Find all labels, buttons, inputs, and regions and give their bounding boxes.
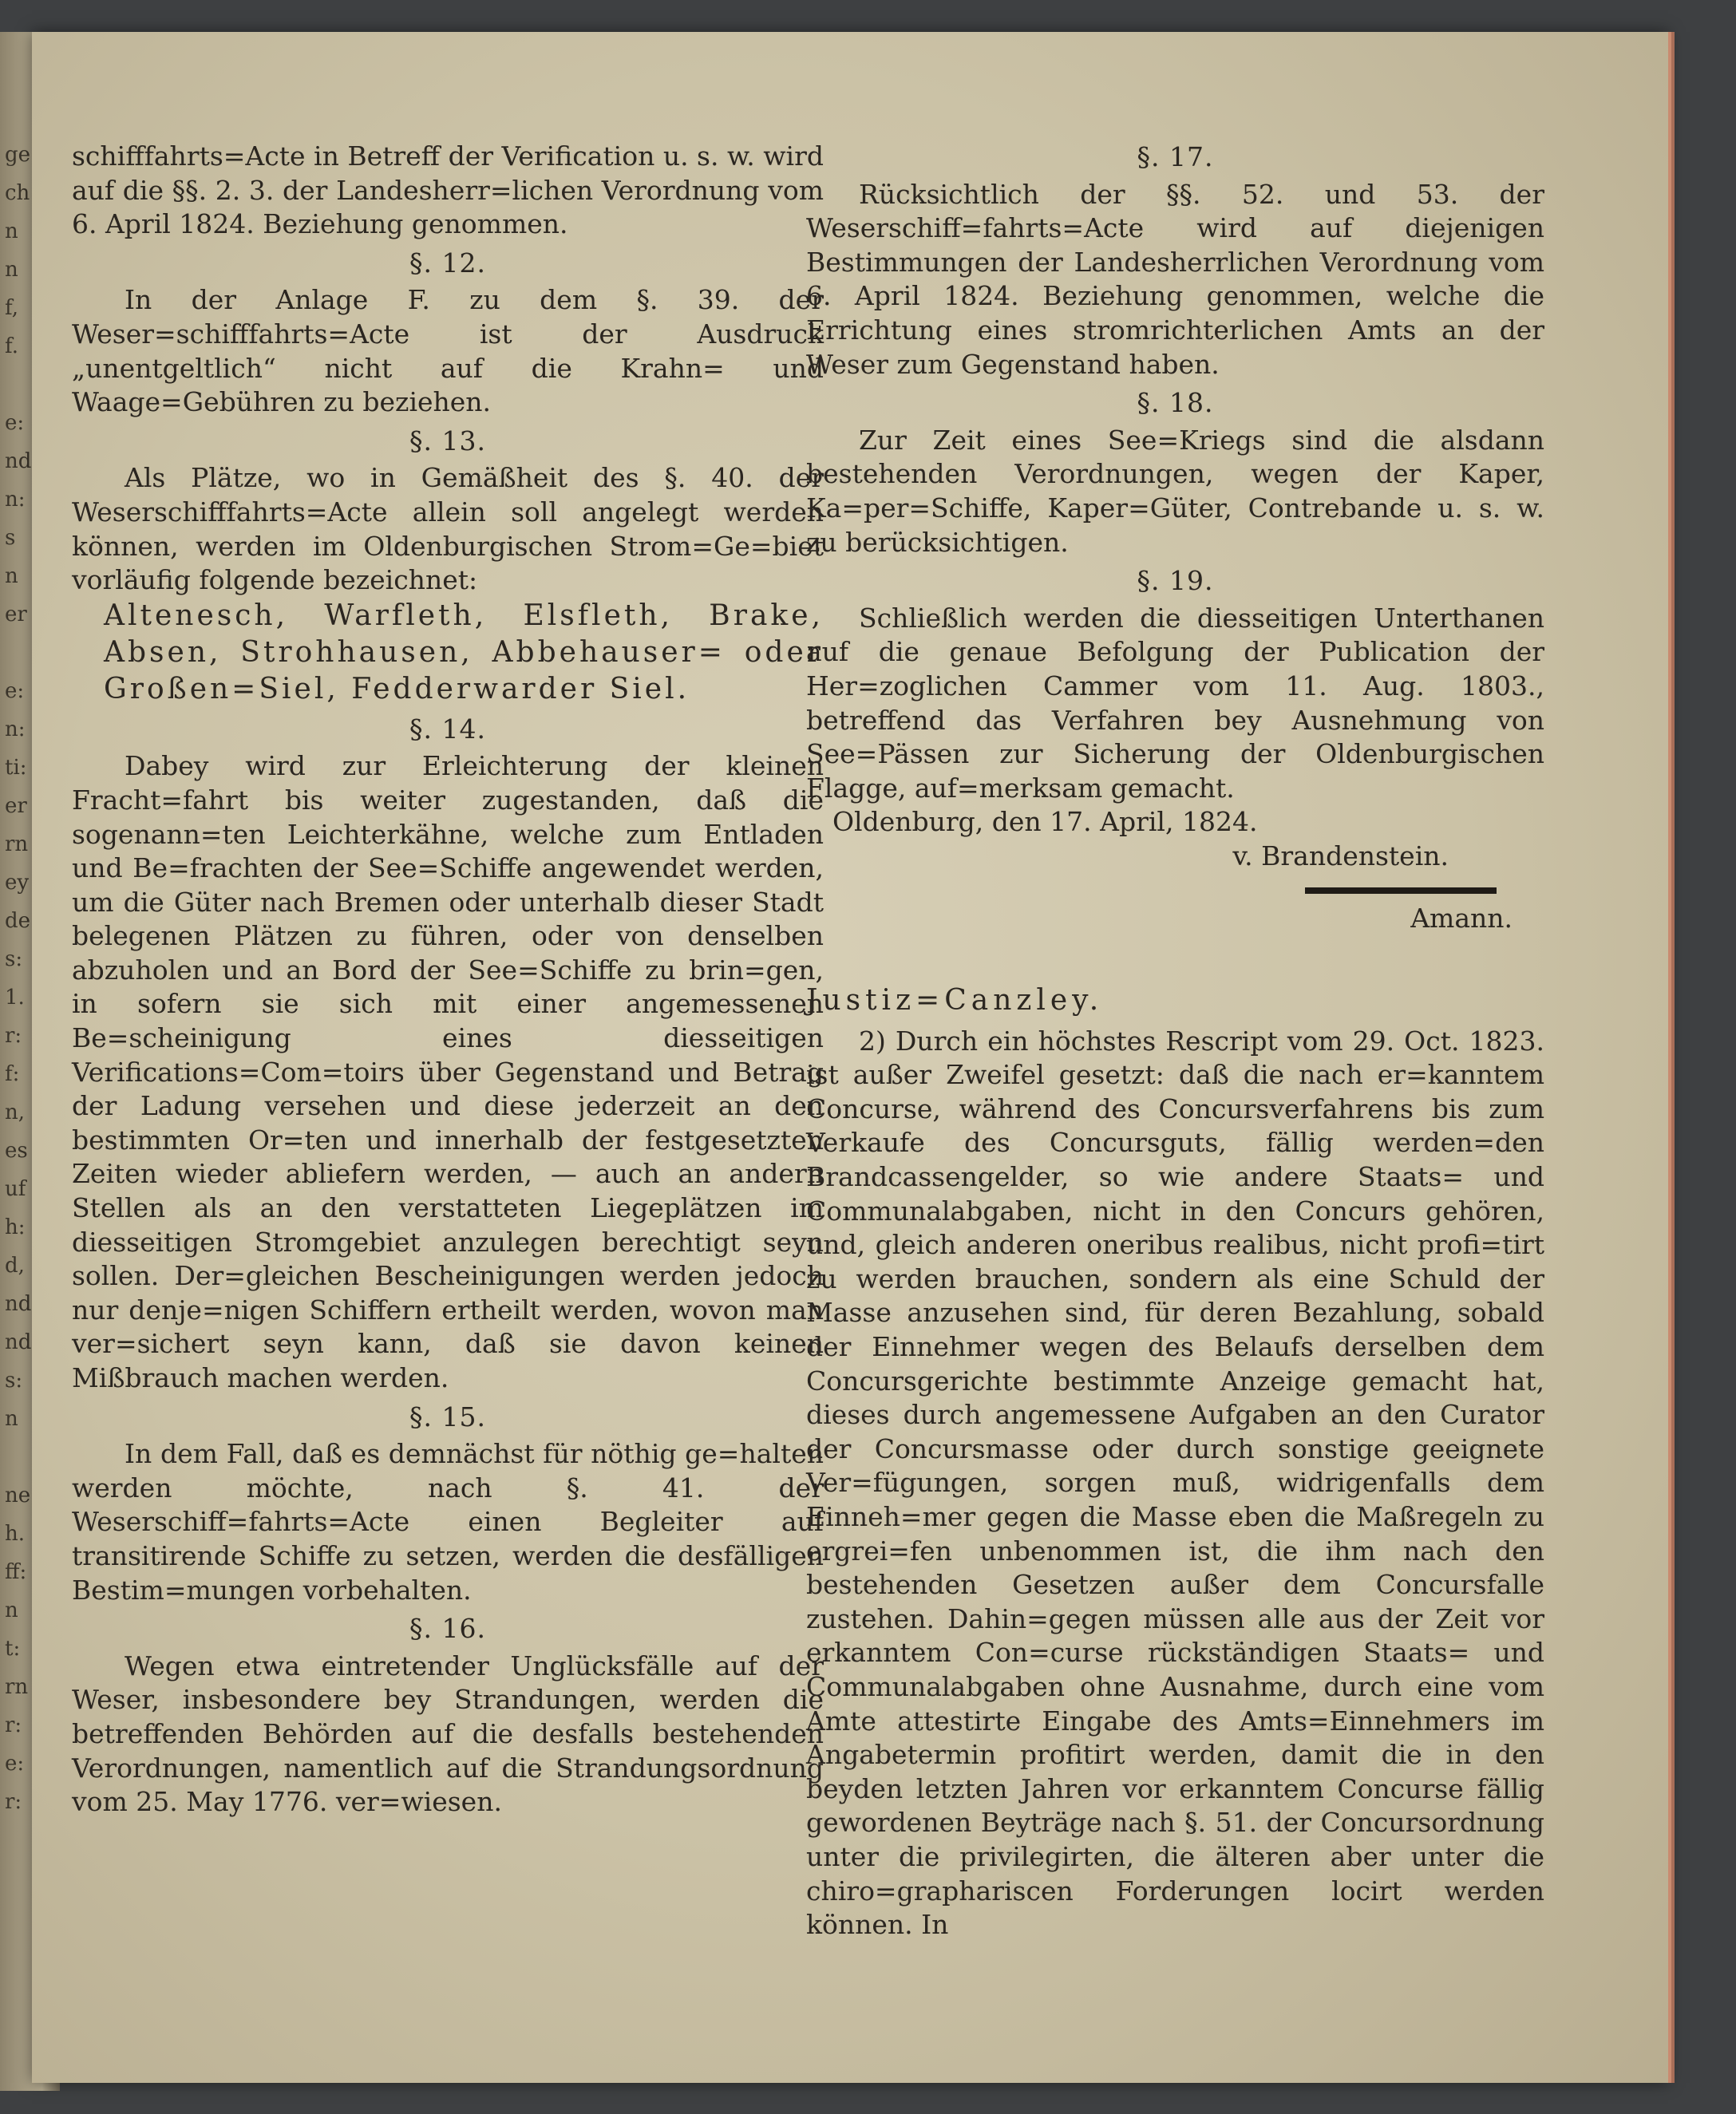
dateline: Oldenburg, den 17. April, 1824. [832, 806, 1258, 838]
section-heading-19: §. 19. [1137, 565, 1214, 597]
section-heading-18: §. 18. [1137, 387, 1214, 419]
divider-rule [1305, 887, 1497, 894]
paragraph-15: In dem Fall, daß es demnächst für nöthig ge=halten werden möchte, nach §. 41. der Weserschiff=fahrts=Acte einen Begleiter auf transitirende Schiffe zu setzen, werden die desfälligen Bestim=mungen vorbehalten. [72, 1438, 824, 1606]
document-page [32, 32, 1668, 2083]
paragraph-17: Rücksichtlich der §§. 52. und 53. der Weserschiff=fahrts=Acte wird auf diejenigen Bestimmungen der Landesherrlichen Verordnung vom 6. April 1824. Beziehung genommen, welche die Errichtung eines stromrichterlichen Amts an der Weser zum Gegenstand haben. [806, 178, 1544, 380]
paragraph-18: Zur Zeit eines See=Kriegs sind die alsdann bestehenden Verordnungen, wegen der Kaper, Ka=per=Schiffe, Kaper=Güter, Contrebande u. s. w. zu berücksichtigen. [806, 424, 1544, 558]
paragraph-justiz: 2) Durch ein höchstes Rescript vom 29. Oct. 1823. ist außer Zweifel gesetzt: daß die nach er=kanntem Concurse, während des Concursverfahrens bis zum Verkaufe des Concursguts, fällig werden=den Brandcassengelder, so wie andere Staats= und Communalabgaben, nicht in den Concurs gehören, und, gleich anderen oneribus realibus, nicht profi=tirt zu werden brauchen, sondern als eine Schuld der Masse anzusehen sind, für deren Bezahlung, sobald der Einnehmer wegen des Belaufs derselben dem Concursgerichte bestimmte Anzeige gemacht hat, dieses durch angemessene Aufgaben an den Curator der Concursmasse oder durch sonstige geeignete Ver=fügungen, sorgen muß, widrigenfalls dem Einneh=mer gegen die Masse eben die Maßregeln zu ergrei=fen unbenommen ist, die ihm nach den bestehenden Gesetzen außer dem Concursfalle zustehen. Dahin=gegen müssen alle aus der Zeit vor erkanntem Con=curse rückständigen Staats= und Communalabgaben ohne Ausnahme, durch eine vom Amte attestirte Eingabe des Amts=Einnehmers im Angabetermin profitirt werden, damit die in den beyden letzten Jahren vor erkanntem Concurse fällig gewordenen Beyträge nach §. 51. der Concursordnung unter die privilegirten, die älteren aber unter die chiro=graphariscen Forderungen locirt werden können. In [806, 1025, 1544, 1941]
paragraph-13: Als Plätze, wo in Gemäßheit des §. 40. der Weserschifffahrts=Acte allein soll angelegt werden können, werden im Oldenburgischen Strom=Ge=biet vorläufig folgende bezeichnet: [72, 462, 824, 596]
signature-brandenstein: v. Brandenstein. [1232, 840, 1449, 871]
section-heading-14: §. 14. [409, 713, 486, 745]
paragraph-12: In der Anlage F. zu dem §. 39. der Weser=schifffahrts=Acte ist der Ausdruck „unentgeltlich“ nicht auf die Krahn= und Waage=Gebühren zu beziehen. [72, 284, 824, 418]
section-heading-12: §. 12. [409, 247, 486, 279]
paragraph-14: Dabey wird zur Erleichterung der kleinen Fracht=fahrt bis weiter zugestanden, daß die sogenann=ten Leichterkähne, welche zum Entladen und Be=frachten der See=Schiffe angewendet werden, um die Güter nach Bremen oder unterhalb dieser Stadt belegenen Plätzen zu führen, oder von denselben abzuholen und an Bord der See=Schiffe zu brin=gen, in sofern sie sich mit einer angemessenen Be=scheinigung eines diesseitigen Verifications=Com=toirs über Gegenstand und Betrag der Ladung versehen und diese jederzeit an den bestimmten Or=ten und innerhalb der festgesetzten Zeiten wieder abliefern werden, — auch an andern Stellen als an den verstatteten Liegeplätzen im diesseitigen Stromgebiet anzulegen berechtigt seyn sollen. Der=gleichen Bescheinigungen werden jedoch nur denje=nigen Schiffern ertheilt werden, wovon man ver=sichert seyn kann, daß sie davon keinen Mißbrauch machen werden. [72, 750, 824, 1393]
section-heading-17: §. 17. [1137, 141, 1214, 172]
paragraph-intro: schifffahrts=Acte in Betreff der Verification u. s. w. wird auf die §§. 2. 3. der Landesherr=lichen Verordnung vom 6. April 1824. Beziehung genommen. [72, 140, 824, 240]
paragraph-13-places: Altenesch, Warfleth, Elsfleth, Brake, Absen, Strohhausen, Abbehauser= oder Großen=Siel, Fedderwarder Siel. [104, 599, 824, 705]
section-heading-15: §. 15. [409, 1401, 486, 1432]
section-heading-13: §. 13. [409, 425, 486, 456]
right-column [806, 136, 1544, 1942]
left-column [72, 140, 824, 1820]
heading-justiz-canzley: Justiz=Canzley. [806, 984, 1104, 1017]
signature-amann: Amann. [1410, 903, 1513, 935]
previous-page-fragment: ge ch n n f, f. e: nd n: s n er e: n: ti: er rn ey de s: 1. r: f: n, es uf h: d, nd nd s: n ne h. ff: n t: rn r: e: r: [5, 143, 32, 1814]
section-heading-16: §. 16. [409, 1613, 486, 1645]
paragraph-19: Schließlich werden die diesseitigen Unterthanen auf die genaue Befolgung der Publication der Her=zoglichen Cammer vom 11. Aug. 1803., betreffend das Verfahren bey Ausnehmung von See=Pässen zur Sicherung der Oldenburgischen Flagge, auf=merksam gemacht. [806, 602, 1544, 804]
paragraph-16: Wegen etwa eintretender Unglücksfälle auf der Weser, insbesondere bey Strandungen, werden die betreffenden Behörden auf die desfalls bestehenden Verordnungen, namentlich auf die Strandungsordnung vom 25. May 1776. ver=wiesen. [72, 1650, 824, 1818]
